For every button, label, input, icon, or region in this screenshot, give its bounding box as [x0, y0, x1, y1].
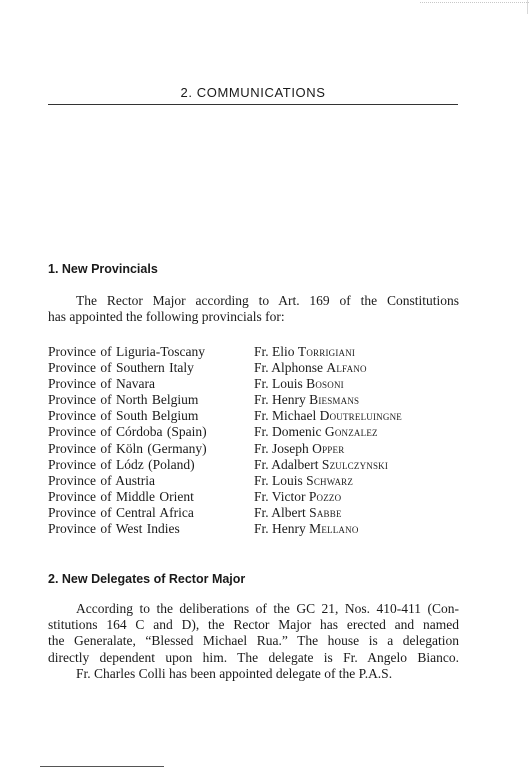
- provincials-intro-paragraph: [48, 293, 459, 325]
- province-name: Province of Southern Italy: [48, 360, 194, 376]
- section-heading-new-delegates: 2. New Delegates of Rector Major: [48, 572, 246, 586]
- provincial-name: Fr. Elio Torrigiani: [254, 344, 356, 359]
- province-name: Province of Central Africa: [48, 504, 194, 520]
- province-name: Province of Middle Orient: [48, 488, 194, 504]
- provincial-name: Fr. Louis Schwarz: [254, 472, 354, 488]
- paragraph-line: has appointed the following provincials for:: [48, 309, 285, 325]
- section-heading-new-provincials: 1. New Provincials: [48, 262, 158, 276]
- provincial-name: Fr. Joseph Opper: [254, 440, 345, 456]
- provincial-name: Fr. Victor Pozzo: [254, 488, 342, 504]
- province-name: Province of Lódz (Poland): [48, 456, 195, 472]
- paragraph-line: The Rector Major according to Art. 169 of the Constitutions: [76, 293, 459, 308]
- paragraph-line: the Generalate, “Blessed Michael Rua.” The house is a delegation: [48, 633, 459, 649]
- province-name: Province of Córdoba (Spain): [48, 424, 207, 440]
- provincial-name: Fr. Henry Mellano: [254, 521, 359, 537]
- footnote-rule: [40, 766, 164, 767]
- chapter-title-rule: [48, 104, 458, 105]
- provincial-name: Fr. Louis Bosoni: [254, 376, 344, 392]
- province-name: Province of Köln (Germany): [48, 440, 207, 456]
- paragraph-line: Fr. Charles Colli has been appointed delegate of the P.A.S.: [76, 665, 393, 681]
- paragraph-line: directly dependent upon him. The delegate is Fr. Angelo Bianco.: [48, 649, 459, 665]
- province-name: Province of Liguria-Toscany: [48, 344, 206, 359]
- paragraph-line: stitutions 164 C and D), the Rector Major has erected and named: [48, 617, 459, 633]
- top-edge-dotted-line: [420, 2, 529, 3]
- provincial-name: Fr. Domenic Gonzalez: [254, 424, 378, 440]
- province-name: Province of South Belgium: [48, 408, 199, 424]
- right-edge-mark: [527, 0, 528, 14]
- province-name: Province of Navara: [48, 376, 155, 392]
- province-name: Province of Austria: [48, 472, 155, 488]
- provincial-name: Fr. Henry Biesmans: [254, 392, 360, 408]
- paragraph-line: According to the deliberations of the GC 21, Nos. 410-411 (Con-: [76, 601, 459, 616]
- province-name: Province of North Belgium: [48, 392, 199, 408]
- chapter-title: 2. COMMUNICATIONS: [180, 85, 326, 100]
- provincial-name: Fr. Albert Sabbe: [254, 504, 342, 520]
- province-name: Province of West Indies: [48, 521, 180, 537]
- provincial-name: Fr. Michael Doutreluingne: [254, 408, 402, 424]
- delegates-paragraph: [48, 601, 459, 682]
- provincial-name: Fr. Alphonse Alfano: [254, 360, 367, 376]
- provincial-name: Fr. Adalbert Szulczynski: [254, 456, 389, 472]
